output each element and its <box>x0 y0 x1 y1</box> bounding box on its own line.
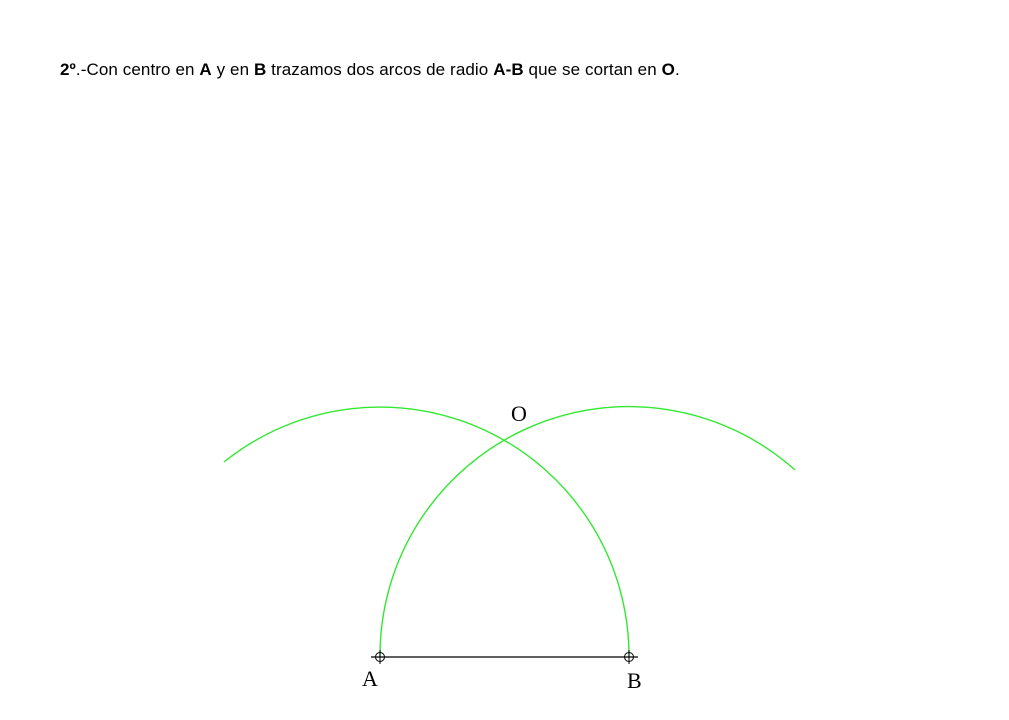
caption-part-4: que se cortan en <box>523 60 662 79</box>
caption-part-2: y en <box>211 60 254 79</box>
label-a: A <box>362 666 378 691</box>
caption-point-o: O <box>661 60 675 79</box>
caption-part-5: . <box>674 60 680 79</box>
caption-part-1: .-Con centro en <box>75 60 200 79</box>
label-o: O <box>511 401 527 426</box>
arc-from-b <box>380 407 795 657</box>
arc-from-a <box>224 407 629 657</box>
step-number: 2º <box>60 60 76 79</box>
caption-point-a: A <box>199 60 212 79</box>
label-b: B <box>627 668 642 693</box>
caption-part-3: trazamos dos arcos de radio <box>266 60 494 79</box>
caption-radius-ab: A-B <box>493 60 524 79</box>
caption-point-b: B <box>253 60 267 79</box>
